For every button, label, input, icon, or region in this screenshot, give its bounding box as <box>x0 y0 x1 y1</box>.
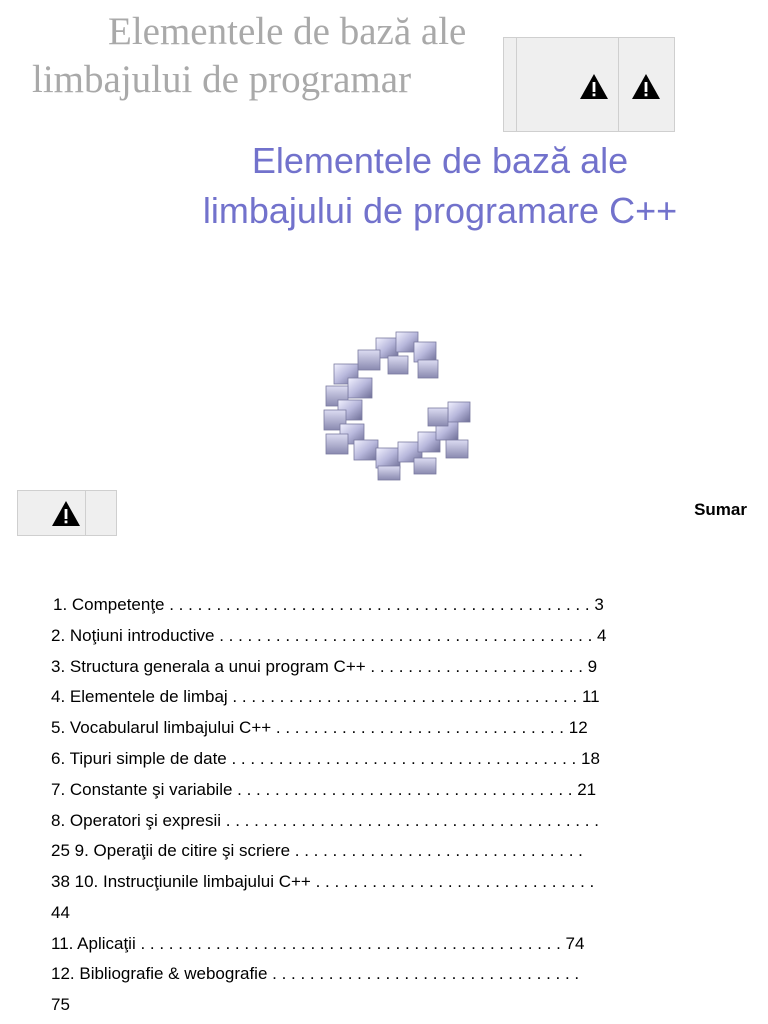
toc-item[interactable]: 5. Vocabularul limbajului C++ . . . . . . . . . . . . . . . . . . . . . . . . . . . . . . . 12 <box>51 718 588 737</box>
3d-cube-c-logo-icon <box>318 330 480 482</box>
toc-item[interactable]: 25 9. Operaţii de citire şi scriere . . . . . . . . . . . . . . . . . . . . . . . . . . . . . . . <box>51 841 583 860</box>
toc-item[interactable]: 38 10. Instrucţiunile limbajului C++ . . . . . . . . . . . . . . . . . . . . . . . . . . . . . . <box>51 872 595 891</box>
toc-item[interactable]: 4. Elementele de limbaj . . . . . . . . . . . . . . . . . . . . . . . . . . . . . . . . . . . . . 11 <box>51 687 600 706</box>
toc-item[interactable]: 6. Tipuri simple de date . . . . . . . . . . . . . . . . . . . . . . . . . . . . . . . . . . . . . 18 <box>51 749 600 768</box>
toc-item[interactable]: 2. Noţiuni introductive . . . . . . . . . . . . . . . . . . . . . . . . . . . . . . . . . . . . . . . . 4 <box>51 626 607 645</box>
toc-item[interactable]: 12. Bibliografie & webografie . . . . . . . . . . . . . . . . . . . . . . . . . . . . . . . . . <box>51 964 580 983</box>
toc-item[interactable]: 7. Constante şi variabile . . . . . . . . . . . . . . . . . . . . . . . . . . . . . . . . . . . . 21 <box>51 780 597 799</box>
broken-image-placeholder-top <box>503 37 675 132</box>
toc-item[interactable]: 44 <box>51 903 70 922</box>
toc-item[interactable]: 75 <box>51 995 70 1014</box>
document-title-line-2: limbajului de programare C++ <box>202 190 678 231</box>
ghost-title-line-1: Elementele de bază ale <box>108 10 467 53</box>
warning-triangle-icon <box>631 73 661 100</box>
toc-item[interactable]: 11. Aplicaţii . . . . . . . . . . . . . . . . . . . . . . . . . . . . . . . . . . . . . . . . . . . . . 74 <box>51 934 585 953</box>
broken-image-placeholder-left <box>17 490 117 536</box>
document-title <box>120 136 760 236</box>
warning-triangle-icon <box>51 500 81 527</box>
toc-item[interactable]: 8. Operatori şi expresii . . . . . . . . . . . . . . . . . . . . . . . . . . . . . . . . . . . . . . . . <box>51 811 599 830</box>
toc-item[interactable]: 1. Competenţe . . . . . . . . . . . . . . . . . . . . . . . . . . . . . . . . . . . . . . . . . . . . . 3 <box>53 595 604 614</box>
warning-triangle-icon <box>579 73 609 100</box>
toc-item[interactable]: 3. Structura generala a unui program C++ . . . . . . . . . . . . . . . . . . . . . . . 9 <box>51 657 598 676</box>
summary-heading: Sumar <box>694 500 747 519</box>
document-title-line-1: Elementele de bază ale <box>251 140 629 181</box>
ghost-title-line-2: limbajului de programar <box>32 58 412 101</box>
